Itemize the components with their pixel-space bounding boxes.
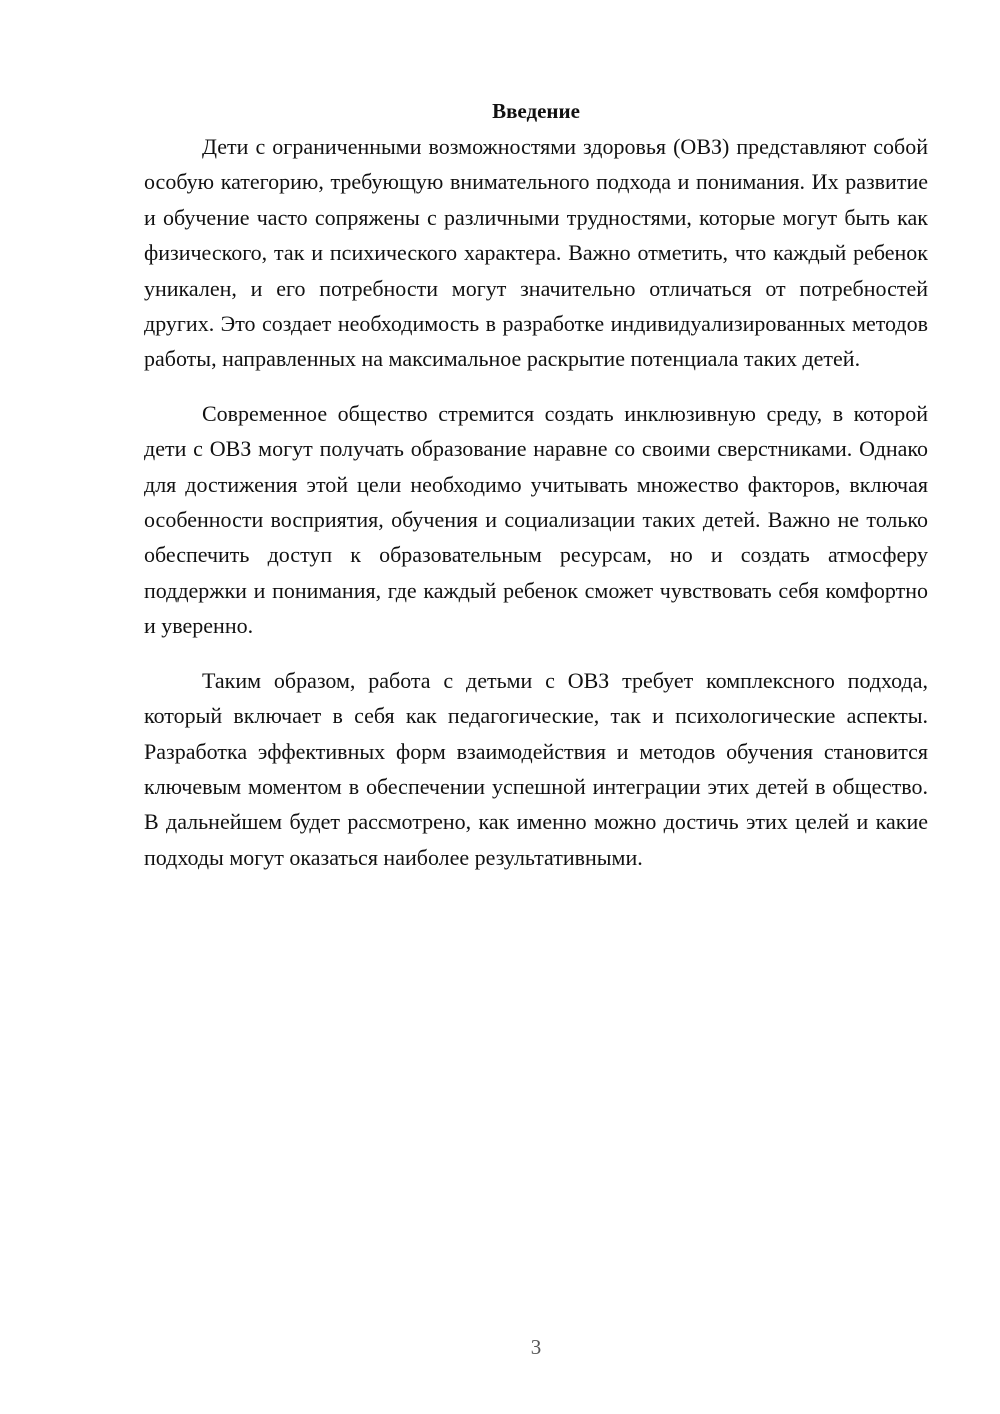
document-body: [144, 94, 928, 894]
paragraph-3: Таким образом, работа с детьми с ОВЗ требует комплексного подхода, который включает в себя как педагогические, так и психологические аспекты. Разработка эффективных форм взаимодействия и методов обучения становится ключевым моментом в обеспечении успешной интеграции этих детей в общество. В дальнейшем будет рассмотрено, как именно можно достичь этих целей и какие подходы могут оказаться наиболее результативными.: [144, 667, 928, 870]
section-title: Введение: [492, 99, 580, 123]
paragraph-1: Дети с ограниченными возможностями здоровья (ОВЗ) представляют собой особую категорию, требующую внимательного подхода и понимания. Их развитие и обучение часто сопряжены с различными трудностями, которые могут быть как физического, так и психического характера. Важно отметить, что каждый ребенок уникален, и его потребности могут значительно отличаться от потребностей других. Это создает необходимость в разработке индивидуализированных методов работы, направленных на максимальное раскрытие потенциала таких детей.: [144, 134, 928, 372]
page-number: 3: [530, 1335, 542, 1359]
paragraph-2: Современное общество стремится создать инклюзивную среду, в которой дети с ОВЗ могут получать образование наравне со своими сверстниками. Однако для достижения этой цели необходимо учитывать множество факторов, включая особенности восприятия, обучения и социализации таких детей. Важно не только обеспечить доступ к образовательным ресурсам, но и создать атмосферу поддержки и понимания, где каждый ребенок сможет чувствовать себя комфортно и уверенно.: [144, 400, 928, 639]
